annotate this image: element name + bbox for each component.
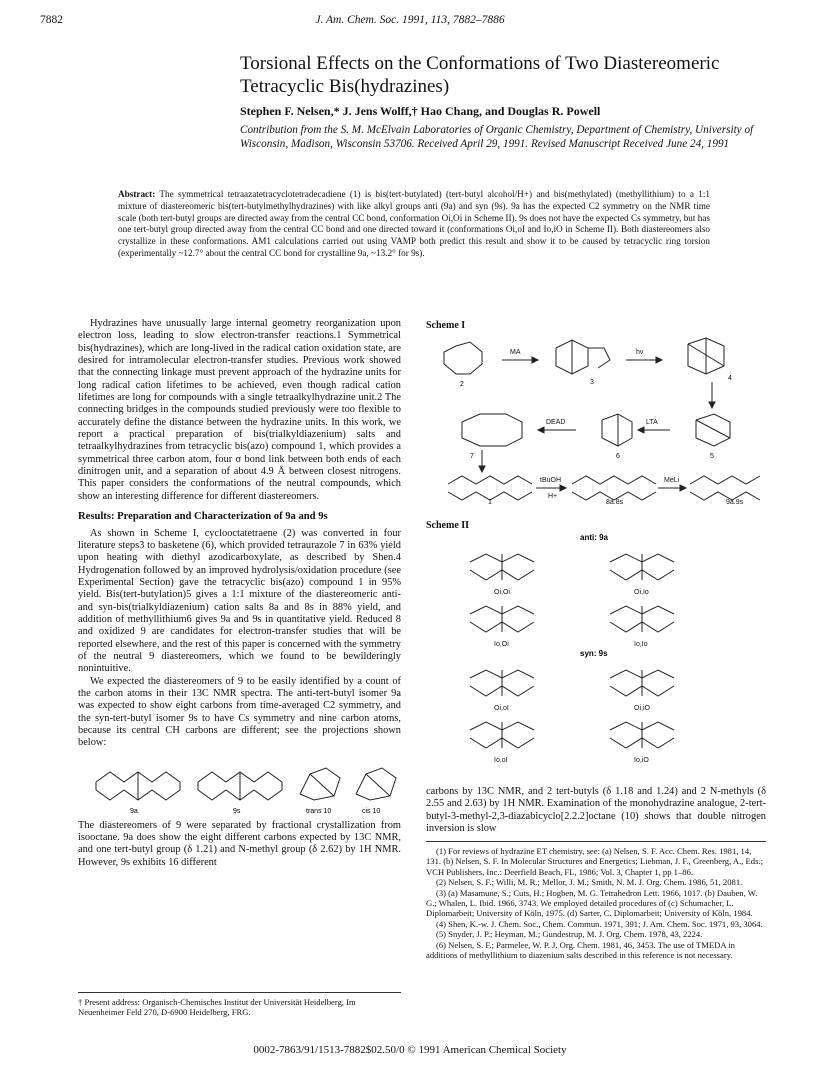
scheme1-reagent: DEAD <box>546 419 566 426</box>
conformation-label: Oi,iO <box>634 705 650 712</box>
scheme1-reagent: MA <box>510 349 521 356</box>
affiliation: Contribution from the S. M. McElvain Laboratories of Organic Chemistry, Department of Chemistry, University of Wisconsin, Madison, Wisconsin 53706. Received April 29, 1991. Revised Manuscript Received June 24, 1991 <box>240 124 754 150</box>
scheme1-compound: 5 <box>710 453 714 460</box>
projection-label: trans 10 <box>306 807 332 815</box>
scheme1-compound: 8a,8s <box>606 499 624 504</box>
article-title: Torsional Effects on the Conformations of Two Diastereomeric Tetracyclic Bis(hydrazines) <box>240 53 720 97</box>
scheme1-reagent: H+ <box>548 493 558 500</box>
abstract-label: Abstract: <box>118 189 156 199</box>
body-paragraph: As shown in Scheme I, cyclooctatetraene (2) was converted in four literature steps3 to basketene (6), which provided tetraurazole 7 in 63% yield upon heating with diethyl azodicarboxylate, as described by Shen.4 Hydrogenation followed by an improved hydrolysis/oxidation procedure (see Experimental Section) gave the tetracyclic bis(azo) compound 1 in 95% yield. Bis(tert-butylation)5 gives a 1:1 mixture of the diastereomeric anti- and syn-bis(trialkyldiazenium) cation salts 8a and 8s in 88% yield, and addition of methyllithium6 gives 9a and 9s in quantitative yield. Reduced 8 and oxidized 9 are candidates for electron-transfer studies that will be reported elsewhere, and the rest of this paper is concerned with the symmetry of the neutral 9 diastereomers, which we found to be bewilderingly nonintuitive. <box>78 527 401 675</box>
scheme2-label: Scheme II <box>426 520 470 531</box>
scheme1-label: Scheme I <box>426 320 466 331</box>
projection-structures <box>78 754 401 816</box>
scheme1-compound: 9a,9s <box>726 499 744 504</box>
section-heading: Results: Preparation and Characterization of 9a and 9s <box>78 511 328 523</box>
scheme1-reagent: MeLi <box>664 477 680 484</box>
scheme2-diagram <box>440 530 760 776</box>
scheme1-compound: 6 <box>616 453 620 460</box>
conformation-label: Oi,Oi <box>494 589 510 596</box>
reference-item: (5) Snyder, J. P.; Heyman, M.; Gundestrup, M. J. Org. Chem. 1978, 43, 2224. <box>436 929 703 940</box>
affiliation-footnote: † Present address: Organisch-Chemisches Institut der Universität Heidelberg, Im Neuenheimer Feld 270, D-6900 Heidelberg, FRG. <box>78 992 401 1018</box>
body-right-column: carbons by 13C NMR, and 2 tert-butyls (δ 1.18 and 1.24) and 2 N-methyls (δ 2.55 and 2.63) by 1H NMR. Examination of the monohydrazine analogue, 2-tert-butyl-3-methyl-2,3-diazabicyclo[2.2.2]octane (10) shows that double nitrogen inversion is slow <box>426 786 766 835</box>
conformation-label: Io,Oi <box>494 641 509 648</box>
conformation-label: Io,Io <box>634 641 648 648</box>
references <box>426 841 766 960</box>
projection-label: 9s <box>233 807 241 815</box>
scheme1-compound: 7 <box>470 453 474 460</box>
conformation-label: Oi,Io <box>634 589 649 596</box>
page-number: 7882 <box>40 14 63 26</box>
scheme1-reagent: hν <box>636 349 644 356</box>
scheme1-compound: 3 <box>590 379 594 386</box>
abstract <box>118 189 710 260</box>
body-left-column <box>78 318 401 869</box>
reference-item: (2) Nelsen, S. F.; Willi, M. R.; Mellor, J. M.; Smith, N. M. J. Org. Chem. 1986, 51, 2081. <box>436 877 743 888</box>
reference-item: (3) (a) Masamune, S.; Cuts, H.; Hogben, M. G. Tetrahedron Lett. 1966, 1017. (b) Dauben, W. G.; Whalen, L. Ibid. 1966, 3743. We employed detailed procedures of (c) Schumacher, L. Diplomarbeit; University of Köln, 1975. (d) Sarter, C. Diplomarbeit; University of Köln, 1984. <box>426 887 758 919</box>
author-list: Stephen F. Nelsen,* J. Jens Wolff,† Hao Chang, and Douglas R. Powell <box>240 104 601 118</box>
scheme1-reagent: tBuOH <box>540 477 562 484</box>
projection-label: 9a <box>130 807 138 815</box>
copyright-line: 0002-7863/91/1513-7882$02.50/0 © 1991 American Chemical Society <box>253 1044 567 1056</box>
scheme1-diagram <box>426 334 766 504</box>
reference-item: (6) Nelsen, S. F.; Parmelee, W. P. J. Org. Chem. 1981, 46, 3453. The use of TMEDA in additions of methyllithium to diazenium salts described in this reference is not necessary. <box>426 939 735 961</box>
scheme1-compound: 4 <box>728 375 732 382</box>
abstract-text: The symmetrical tetraazatetracyclotetradecadiene (1) is bis(tert-butylated) (tert-butyl alcohol/H+) and bis(methylated) (methyllithium) to a 1:1 mixture of diastereomeric bis(tert-butylmethylhydrazines) with like alkyl groups anti (9a) and syn (9s). 9a has the expected C2 symmetry on the NMR time scale (both tert-butyl groups are directed away from the central CC bond, conformation Oi,Oi in Scheme II). 9s does not have the expected Cs symmetry, but has one tert-butyl group directed away from the central CC bond and one directed toward it (conformations Oi,oI and Io,iO in Scheme II). Both diastereomers also crystallize in these conformations. AM1 calculations carried out using VAMP both predict this result and show it to be caused by tetracyclic ring torsion (experimentally ~12.7° about the central CC bond for crystalline 9a, ~13.2° for 9s). <box>118 189 710 258</box>
reference-item: (4) Shen, K.-w. J. Chem. Soc., Chem. Commun. 1971, 391; J. Am. Chem. Soc. 1971, 93, 3064. <box>436 918 763 929</box>
scheme1-compound: 2 <box>460 381 464 388</box>
body-paragraph: The diastereomers of 9 were separated by fractional crystallization from isooctane. 9a does show the eight different carbons expected by 13C NMR, and one tert-butyl group (δ 1.21) and N-methyl group (δ 2.62) by 1H NMR. However, 9s exhibits 16 different <box>78 819 401 868</box>
scheme1-compound: 1 <box>488 499 492 504</box>
scheme1-reagent: LTA <box>646 419 658 426</box>
projection-label: cis 10 <box>362 807 381 815</box>
reference-item: (1) For reviews of hydrazine ET chemistry, see: (a) Nelsen, S. F. Acc. Chem. Res. 1981, 14, 131. (b) Nelsen, S. F. In Molecular Structures and Energetics; Liebman, J. F., Greenberg, A., Eds.; VCH Publishers, Inc.: Deerfield Beach, FL, 1986; Vol. 3, Chapter 1, pp 1–86. <box>426 846 763 877</box>
intro-paragraph: Hydrazines have unusually large internal geometry reorganization upon electron loss, leading to slow electron-transfer reactions.1 Symmetrical bis(hydrazines), which are long-lived in the radical cation oxidation state, are desired for intramolecular electron-transfer studies. Previous work showed that the connecting linkage must prevent approach of the hydrazine units for long radical cation lifetimes to be achieved, even though radical cation lifetimes are long for compounds with a single tetraalkylhydrazine unit.2 The connecting bridges in the compounds studied previously were too flexible to accurately define the distance between the hydrazine units. In this work, we report a practical preparation of bis(trialkyldiazenium) salts and tetraalkylhydrazines from tetracyclic bis(azo) compound 1, which provides a symmetrical three carbon atom, four σ bond link between both ends of each dinitrogen unit, and a separation of about 4.9 Å between closest nitrogens. This paper considers the conformations of the neutral compounds, which show an interesting difference for different diastereomers. <box>78 318 401 502</box>
journal-citation: J. Am. Chem. Soc. 1991, 113, 7882–7886 <box>315 14 505 26</box>
conformation-label: Oi,oI <box>494 705 509 712</box>
conformation-label: Io,iO <box>634 757 649 764</box>
conformation-label: Io,oI <box>494 757 508 764</box>
syn-label: syn: 9s <box>580 649 608 658</box>
body-paragraph: We expected the diastereomers of 9 to be easily identified by a count of the carbon atoms in their 13C NMR spectra. The anti-tert-butyl isomer 9a was expected to show eight carbons from time-averaged C2 symmetry, and the syn-tert-butyl isomer 9s to have Cs symmetry and nine carbon atoms, because its central CH carbons are different; see the projections shown below: <box>78 675 401 749</box>
anti-label: anti: 9a <box>580 533 609 542</box>
